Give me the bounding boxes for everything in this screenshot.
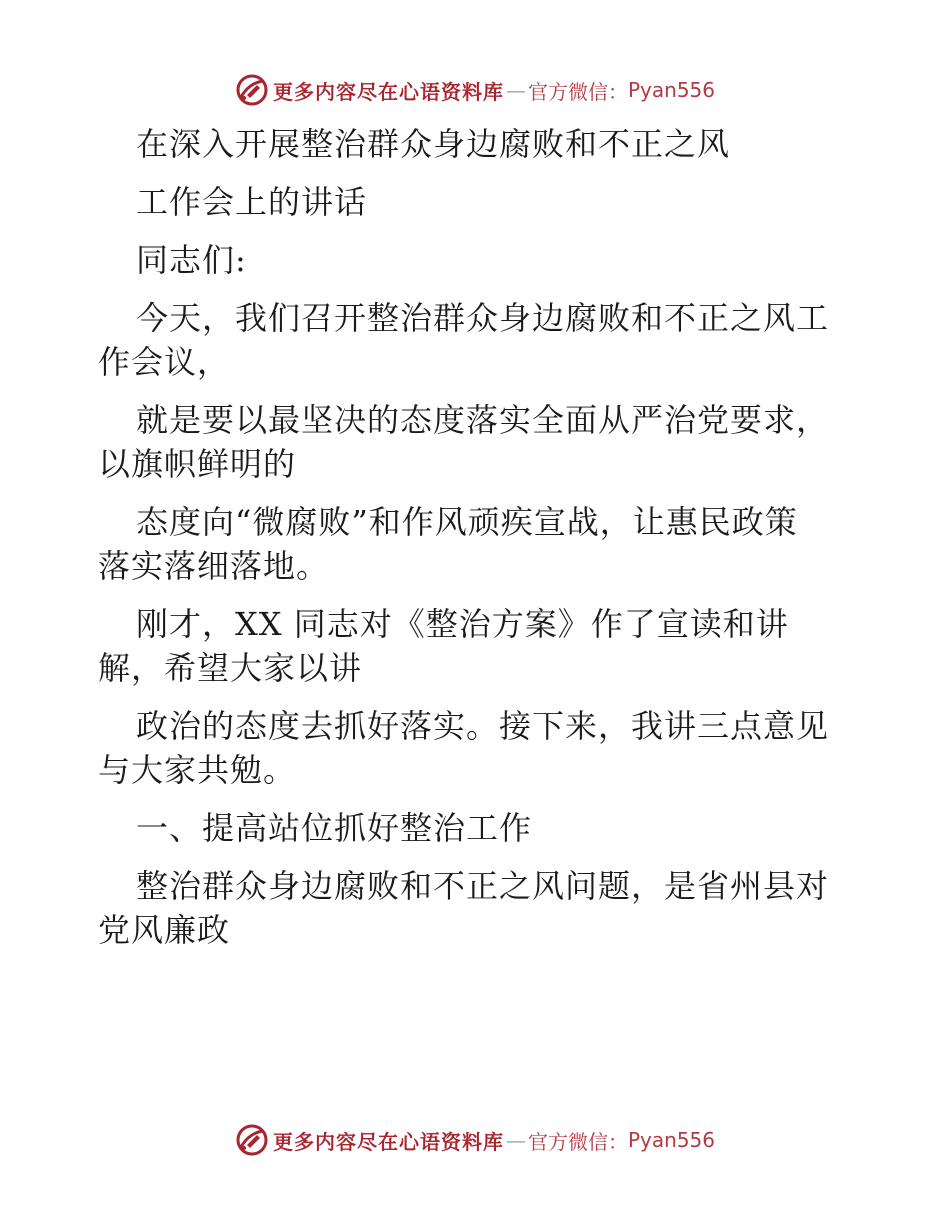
text-line: 就是要以最坚决的态度落实全面从严治党要求，: [136, 401, 830, 439]
text-line: 政治的态度去抓好落实。接下来，我讲三点意见: [136, 707, 830, 745]
text-line: 刚才，XX 同志对《整治方案》作了宣读和讲: [136, 605, 789, 643]
text-line: 今天，我们召开整治群众身边腐败和不正之风工: [136, 299, 830, 337]
pen-logo-icon: [235, 1123, 269, 1157]
banner-separator: —: [505, 78, 526, 102]
document-body: [98, 122, 858, 952]
text-line: 作会议，: [98, 343, 231, 381]
banner-main-text: 更多内容尽在心语资料库: [272, 1129, 504, 1154]
banner-inner: [235, 73, 715, 107]
header-banner: [0, 70, 950, 110]
footer-banner: [0, 1120, 950, 1160]
text-line: 党风廉政: [98, 911, 231, 949]
banner-wechat-label: 官方微信：: [527, 79, 628, 104]
banner-wechat-label: 官方微信：: [527, 1129, 628, 1154]
section-heading: 一、提高站位抓好整治工作: [136, 809, 533, 847]
text-line: 在深入开展整治群众身边腐败和不正之风: [136, 125, 731, 163]
text-line: 落实落细落地。: [98, 547, 330, 585]
text-line: 态度向“微腐败”和作风顽疾宣战，让惠民政策: [136, 503, 798, 541]
banner-inner: [235, 1123, 715, 1157]
text-line: 以旗帜鲜明的: [98, 445, 297, 483]
banner-wechat-id: Pyan556: [627, 78, 715, 102]
text-line: 解，希望大家以讲: [98, 649, 363, 687]
text-line: 与大家共勉。: [98, 751, 297, 789]
pen-logo-icon: [235, 73, 269, 107]
banner-wechat-id: Pyan556: [627, 1128, 715, 1152]
text-line: 工作会上的讲话: [136, 183, 368, 221]
banner-separator: —: [505, 1128, 526, 1152]
banner-main-text: 更多内容尽在心语资料库: [272, 79, 504, 104]
text-line: 同志们:: [136, 241, 247, 279]
text-line: 整治群众身边腐败和不正之风问题，是省州县对: [136, 867, 830, 905]
